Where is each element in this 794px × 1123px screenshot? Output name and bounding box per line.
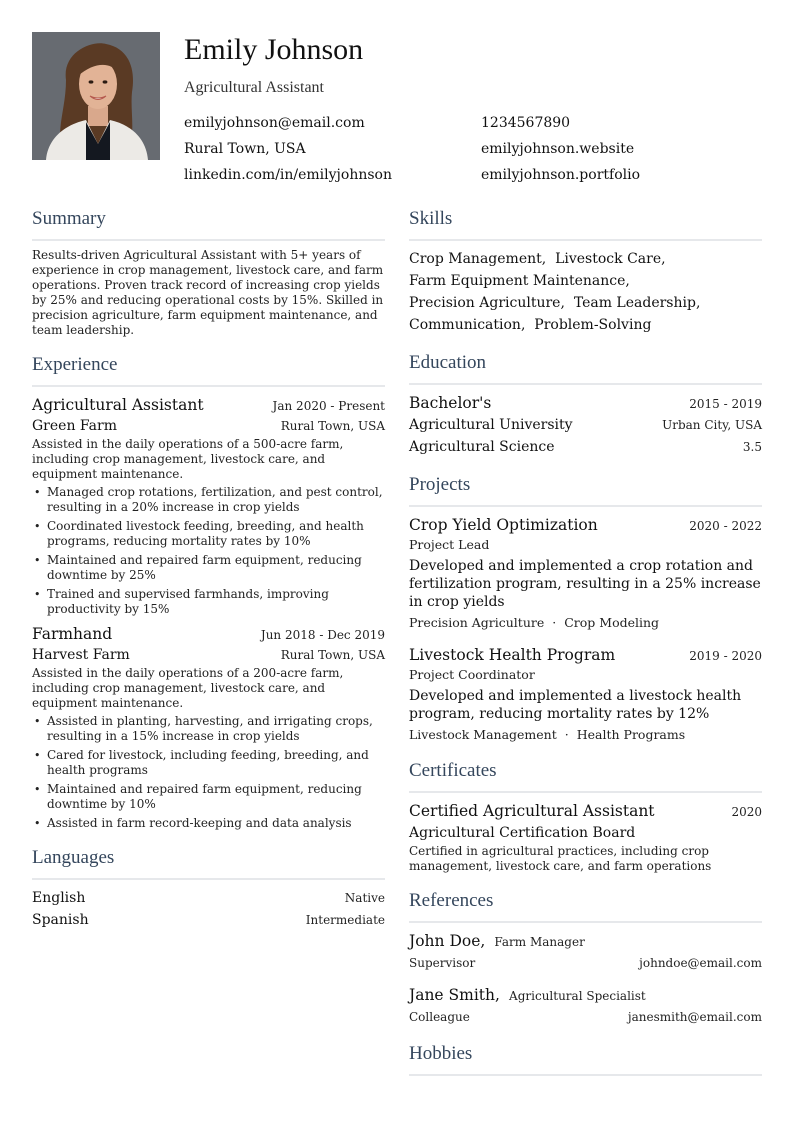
job-bullets [32,485,385,617]
contact-website[interactable]: emilyjohnson.website [481,141,635,157]
section-divider [32,878,385,880]
language-level: Native [344,891,385,905]
summary-section [32,206,385,338]
reference-entry [409,930,762,973]
job-title: Farmhand [32,625,113,643]
reference-title: Agricultural Specialist [509,989,646,1003]
experience-entry [32,394,385,617]
reference-email[interactable]: johndoe@email.com [639,956,762,970]
project-name: Livestock Health Program [409,646,616,664]
skills-line: Crop Management, Livestock Care, [409,251,666,267]
job-description: Assisted in the daily operations of a 500-acre farm, including crop management, livestock care, and equipment maintenance. [32,437,344,481]
skills-line: Farm Equipment Maintenance, [409,273,630,289]
tag-separator: · [552,615,557,630]
references-heading: References [409,890,494,911]
tag: Precision Agriculture [409,615,545,630]
left-column [32,206,385,931]
certificates-heading: Certificates [409,760,497,781]
certificate-year: 2020 [731,805,762,819]
list-item: • Managed crop rotations, fertilization, and pest control, resulting in a 20% increase in crop yields [32,485,385,515]
project-dates: 2020 - 2022 [689,519,762,533]
candidate-name: Emily Johnson [184,33,364,66]
languages-section [32,845,385,931]
project-description: Developed and implemented a crop rotation and fertilization program, resulting in a 25% increase in crop yields [409,558,761,610]
project-entry [409,514,762,632]
list-item: • Cared for livestock, including feeding, breeding, and health programs [32,748,385,778]
contact-linkedin[interactable]: linkedin.com/in/emilyjohnson [184,167,392,183]
skills-line: Communication, Problem-Solving [409,317,652,333]
contact-location: Rural Town, USA [184,141,306,157]
education-heading: Education [409,352,487,373]
section-divider [32,385,385,387]
reference-entry [409,984,762,1027]
section-divider [409,1074,762,1076]
projects-section [409,472,762,744]
hobbies-section [409,1041,762,1076]
education-location: Urban City, USA [662,418,762,432]
language-name: Spanish [32,912,89,928]
summary-heading: Summary [32,208,106,229]
section-divider [409,921,762,923]
project-role: Project Lead [409,537,490,552]
experience-heading: Experience [32,354,118,375]
reference-relation: Colleague [409,1010,470,1024]
hobbies-heading: Hobbies [409,1043,473,1064]
job-dates: Jun 2018 - Dec 2019 [260,628,385,642]
education-section [409,350,762,458]
portrait-illustration [32,32,160,160]
tag: Health Programs [576,727,686,742]
certificate-issuer: Agricultural Certification Board [409,825,636,841]
references-section [409,888,762,1027]
reference-name: Jane Smith, [409,986,500,1004]
job-location: Rural Town, USA [280,419,385,433]
contact-email[interactable]: emilyjohnson@email.com [184,115,365,131]
skills-section [409,206,762,336]
skills-heading: Skills [409,208,453,229]
job-company: Harvest Farm [32,647,130,663]
summary-text: Results-driven Agricultural Assistant with 5+ years of experience in crop management, livestock care, and farm operations. Proven track record of increasing crop yields by 25% and reducing operational costs by 15%. Skilled in precision agriculture, farm equipment maintenance, and team leadership. [32,248,384,337]
reference-name: John Doe, [409,932,486,950]
list-item: • Coordinated livestock feeding, breeding, and health programs, reducing mortality rates by 10% [32,519,385,549]
languages-heading: Languages [32,847,115,868]
list-item: • Maintained and repaired farm equipment, reducing downtime by 10% [32,782,385,812]
section-divider [32,239,385,241]
section-divider [409,505,762,507]
experience-section [32,352,385,831]
list-item: • Trained and supervised farmhands, improving productivity by 15% [32,587,385,617]
tag: Crop Modeling [564,615,660,630]
contact-phone[interactable]: 1234567890 [481,115,571,131]
project-dates: 2019 - 2020 [689,649,762,663]
list-item: • Maintained and repaired farm equipment, reducing downtime by 25% [32,553,385,583]
profile-photo [32,32,160,160]
reference-email[interactable]: janesmith@email.com [627,1010,762,1024]
job-description: Assisted in the daily operations of a 200-acre farm, including crop management, livestock care, and equipment maintenance. [32,666,344,710]
job-company: Green Farm [32,418,117,434]
certificate-description: Certified in agricultural practices, including crop management, livestock care, and farm operations [409,844,712,873]
language-level: Intermediate [305,913,385,927]
section-divider [409,239,762,241]
education-gpa: 3.5 [742,440,762,454]
language-name: English [32,890,86,906]
tag: Livestock Management [409,727,557,742]
list-item: • Assisted in planting, harvesting, and irrigating crops, resulting in a 15% increase in crop yields [32,714,385,744]
contact-portfolio[interactable]: emilyjohnson.portfolio [481,167,641,183]
tag-separator: · [564,727,569,742]
education-dates: 2015 - 2019 [689,397,762,411]
project-description: Developed and implemented a livestock health program, reducing mortality rates by 12% [409,688,742,722]
education-degree: Bachelor's [409,394,492,412]
project-tags [409,614,762,632]
projects-heading: Projects [409,474,471,495]
section-divider [409,791,762,793]
certificates-section [409,758,762,874]
job-bullets [32,714,385,831]
education-school: Agricultural University [409,417,573,433]
candidate-title: Agricultural Assistant [184,79,324,96]
experience-entry [32,623,385,831]
job-dates: Jan 2020 - Present [272,399,385,413]
reference-title: Farm Manager [494,935,585,949]
resume-header [32,32,762,192]
project-name: Crop Yield Optimization [409,516,598,534]
project-entry [409,644,762,744]
project-tags [409,726,762,744]
project-role: Project Coordinator [409,667,535,682]
list-item: • Assisted in farm record-keeping and data analysis [32,816,385,831]
right-column [409,206,762,1083]
reference-relation: Supervisor [409,956,476,970]
job-title: Agricultural Assistant [32,396,204,414]
job-location: Rural Town, USA [280,648,385,662]
skills-line: Precision Agriculture, Team Leadership, [409,295,701,311]
section-divider [409,383,762,385]
education-field: Agricultural Science [409,439,555,455]
certificate-name: Certified Agricultural Assistant [409,802,655,820]
